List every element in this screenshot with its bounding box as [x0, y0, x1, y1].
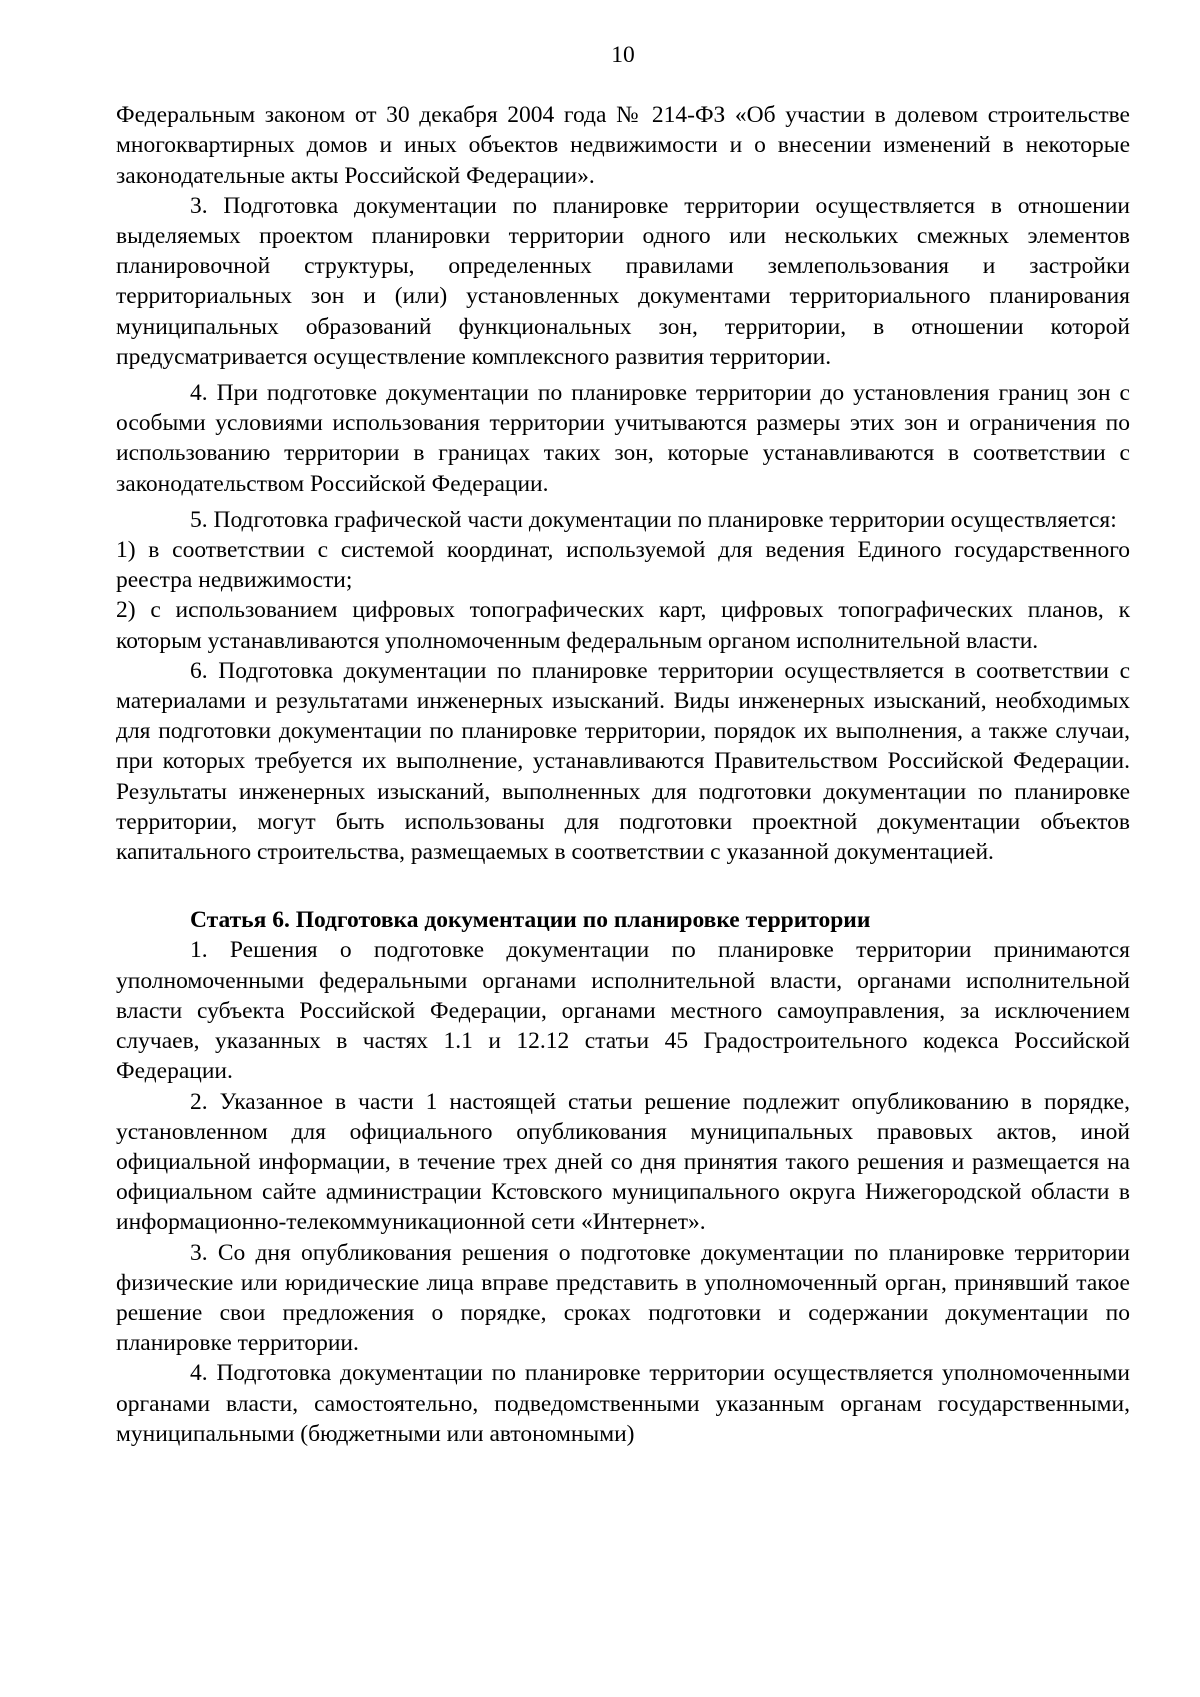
paragraph-4: 4. При подготовке документации по планировке территории до установления границ зон с особыми условиями использования территории учитываются размеры этих зон и ограничения по использованию территории в границах таких зон, которые устанавливаются в соответствии с законодательством Российской Федерации. — [116, 380, 1130, 497]
paragraph-5: 5. Подготовка графической части документации по планировке территории осуществляется: — [190, 506, 1117, 533]
page-number: 10 — [611, 42, 635, 68]
paragraph-5-item-1: 1) в соответствии с системой координат, используемой для ведения Единого государственного реестра недвижимости; — [116, 537, 1130, 594]
paragraph-6: 6. Подготовка документации по планировке территории осуществляется в соответствии с материалами и результатами инженерных изысканий. Виды инженерных изысканий, необходимых для подготовки документации по планировке территории, порядок их выполнения, а также случаи, при которых требуется их выполнение, устанавливаются Правительством Российской Федерации. Результаты инженерных изысканий, выполненных для подготовки документации по планировке территории, могут быть использованы для подготовки проектной документации объектов капитального строительства, размещаемых в соответствии с указанной документацией. — [116, 657, 1130, 866]
paragraph-continuation: Федеральным законом от 30 декабря 2004 года № 214-ФЗ «Об участии в долевом строительстве многоквартирных домов и иных объектов недвижимости и о внесении изменений в некоторые законодательные акты Российской Федерации». — [116, 102, 1130, 189]
document-page — [116, 40, 1130, 1449]
article-heading: Статья 6. Подготовка документации по планировке территории — [190, 907, 871, 934]
paragraph-3: 3. Подготовка документации по планировке территории осуществляется в отношении выделяемых проектом планировки территории одного или нескольких смежных элементов планировочной структуры, определенных правилами землепользования и застройки территориальных зон и (или) установленных документами территориального планирования муниципальных образований функциональных зон, территории, в отношении которой предусматривается осуществление комплексного развития территории. — [116, 192, 1130, 370]
article-paragraph-2: 2. Указанное в части 1 настоящей статьи решение подлежит опубликованию в порядке, установленном для официального опубликования муниципальных правовых актов, иной официальной информации, в течение трех дней со дня принятия такого решения и размещается на официальном сайте администрации Кстовского муниципального округа Нижегородской области в информационно-телекоммуникационной сети «Интернет». — [116, 1088, 1130, 1236]
article-paragraph-4: 4. Подготовка документации по планировке территории осуществляется уполномоченными органами власти, самостоятельно, подведомственными указанным органам государственными, муниципальными (бюджетными или автономными) — [116, 1360, 1130, 1447]
article-paragraph-1: 1. Решения о подготовке документации по планировке территории принимаются уполномоченными федеральными органами исполнительной власти, органами исполнительной власти субъекта Российской Федерации, органами местного самоуправления, за исключением случаев, указанных в частях 1.1 и 12.12 статьи 45 Градостроительного кодекса Российской Федерации. — [116, 937, 1130, 1085]
paragraph-5-item-2: 2) с использованием цифровых топографических карт, цифровых топографических планов, к которым устанавливаются уполномоченным федеральным органом исполнительной власти. — [116, 597, 1130, 654]
article-paragraph-3: 3. Со дня опубликования решения о подготовке документации по планировке территории физические или юридические лица вправе представить в уполномоченный орган, принявший такое решение свои предложения о порядке, сроках подготовки и содержании документации по планировке территории. — [116, 1239, 1130, 1357]
